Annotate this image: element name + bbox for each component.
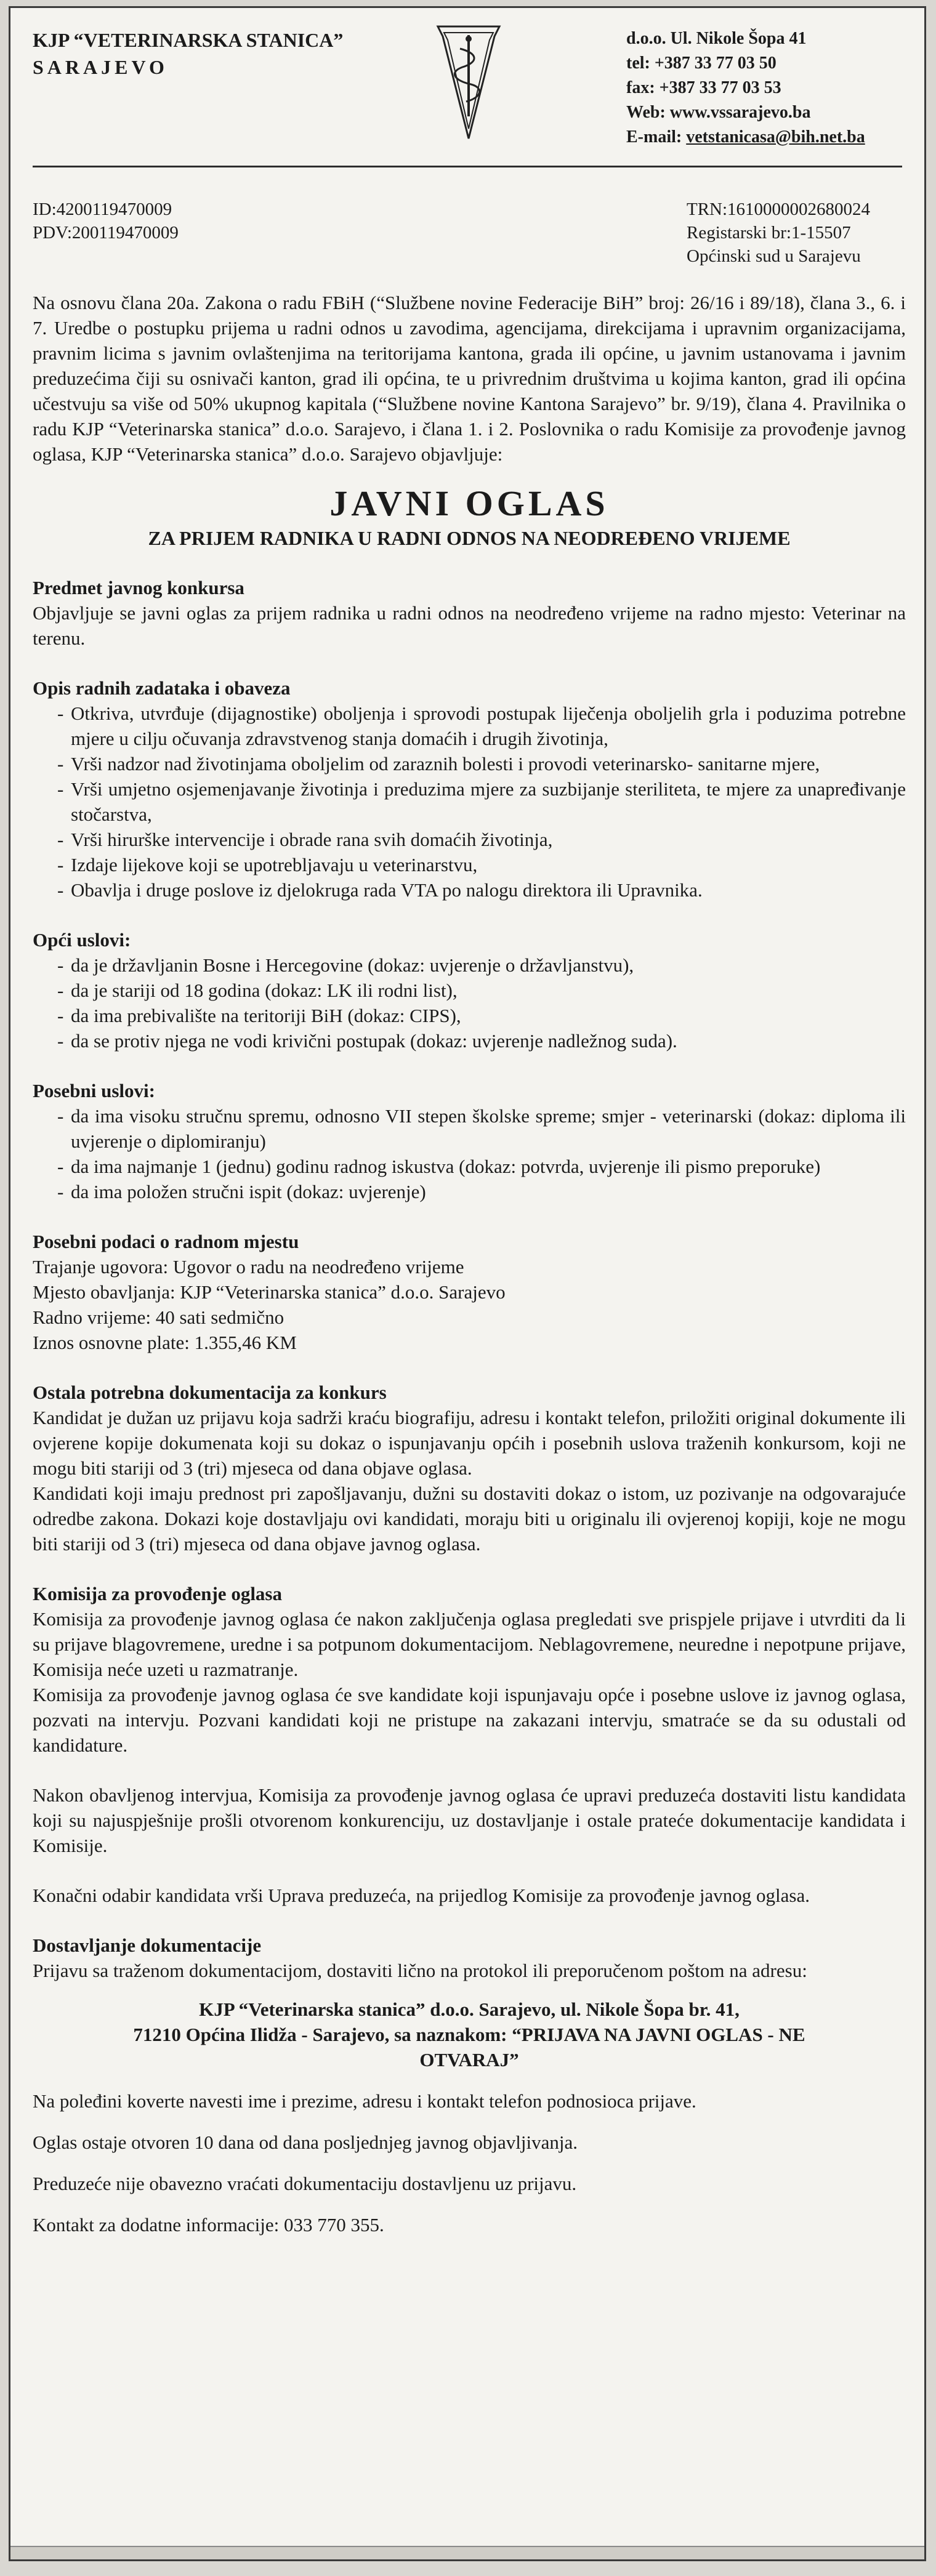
list-item: - da se protiv njega ne vodi krivični postupak (dokaz: uvjerenje nadležnog suda). bbox=[57, 1028, 906, 1053]
contact-block bbox=[626, 26, 865, 150]
trn-number: TRN:1610000002680024 bbox=[687, 199, 871, 219]
email-line bbox=[626, 125, 865, 150]
paragraph: Konačni odabir kandidata vrši Uprava preduzeća, na prijedlog Komisije za provođenje javnog oglasa. bbox=[33, 1885, 810, 1906]
pdv-number: PDV:200119470009 bbox=[33, 223, 179, 243]
company-address: d.o.o. Ul. Nikole Šopa 41 bbox=[626, 29, 807, 48]
paragraph: Kandidati koji imaju prednost pri zapošljavanju, dužni su dostaviti dokaz o istom, uz pozivanje na odgovarajuće odredbe zakona. Dokazi koje dostavljaju ovi kandidati, moraju biti u originalu ili ovjerenoj kopiji, koje ne mogu biti stariji od 3 (tri) mjeseca od dana objave javnog oglasa. bbox=[33, 1483, 906, 1555]
website: Web: www.vssarajevo.ba bbox=[626, 103, 811, 122]
company-name-line1: KJP “VETERINARSKA STANICA” bbox=[33, 29, 344, 51]
work-location: Mjesto obavljanja: KJP “Veterinarska stanica” d.o.o. Sarajevo bbox=[33, 1281, 506, 1303]
section-title: Posebni podaci o radnom mjestu bbox=[33, 1231, 299, 1252]
section-title: Predmet javnog konkursa bbox=[33, 577, 244, 598]
ad-title: JAVNI OGLAS bbox=[329, 483, 609, 523]
fax-number: fax: +387 33 77 03 53 bbox=[626, 78, 781, 97]
section-title: Posebni uslovi: bbox=[33, 1080, 155, 1101]
paragraph: Komisija za provođenje javnog oglasa će sve kandidate koji ispunjavaju opće i posebne uslove iz javnog oglasa, pozvati na intervju. Pozvani kandidati koji ne pristupe na zakazani intervju, smatraće se da su odustali od kandidature. bbox=[33, 1684, 906, 1756]
address-line: KJP “Veterinarska stanica” d.o.o. Sarajevo, ul. Nikole Šopa br. 41, bbox=[199, 1998, 740, 2020]
section-general-requirements bbox=[33, 927, 906, 1053]
list-item: - Otkriva, utvrđuje (dijagnostike) oboljenja i sprovodi postupak liječenja oboljelih grla i poduzima potrebne mjere u cilju očuvanja zdravstvenog stanja domaćih i drugih životinja, bbox=[57, 701, 906, 751]
address-line: 71210 Općina Ilidža - Sarajevo, sa naznakom: “PRIJAVA NA JAVNI OGLAS - NE OTVARAJ” bbox=[133, 2024, 805, 2071]
base-salary: Iznos osnovne plate: 1.355,46 KM bbox=[33, 1332, 297, 1353]
list-item: - Obavlja i druge poslove iz djelokruga rada VTA po nalogu direktora ili Upravnika. bbox=[57, 877, 906, 903]
phone-number: tel: +387 33 77 03 50 bbox=[626, 54, 777, 73]
list-item: - da ima visoku stručnu spremu, odnosno VII stepen školske spreme; smjer - veterinarski (dokaz: diploma ili uvjerenje o diplomiranju) bbox=[57, 1103, 906, 1154]
general-requirements-list bbox=[33, 952, 906, 1053]
contract-duration: Trajanje ugovora: Ugovor o radu na neodređeno vrijeme bbox=[33, 1256, 464, 1278]
list-item: - da je državljanin Bosne i Hercegovine (dokaz: uvjerenje o državljanstvu), bbox=[57, 952, 906, 978]
list-item: - da ima prebivalište na teritoriji BiH (dokaz: CIPS), bbox=[57, 1003, 906, 1028]
page-bottom-strip bbox=[10, 2546, 924, 2559]
company-name-line2: SARAJEVO bbox=[33, 56, 168, 78]
email-label: E-mail: bbox=[626, 127, 687, 147]
newspaper-ad-page bbox=[9, 6, 926, 2561]
letterhead bbox=[10, 8, 924, 193]
list-item: - da ima položen stručni ispit (dokaz: uvjerenje) bbox=[57, 1179, 906, 1204]
paragraph: Komisija za provođenje javnog oglasa će nakon zaključenja oglasa pregledati sve prispjele prijave i utvrditi da li su prijave blagovremene, uredne i sa potpunom dokumentacijom. Neblagovremene, neuredne i nepotpune prijave, Komisija neće uzeti u razmatranje. bbox=[33, 1608, 906, 1680]
section-title: Ostala potrebna dokumentacija za konkurs bbox=[33, 1382, 387, 1403]
section-subject bbox=[33, 575, 906, 651]
email-address: vetstanicasa@bih.net.ba bbox=[686, 127, 865, 147]
list-item: - Vrši hirurške intervencije i obrade rana svih domaćih životinja, bbox=[57, 827, 906, 852]
registration-info bbox=[687, 198, 870, 268]
duties-list bbox=[33, 701, 906, 903]
section-special-requirements bbox=[33, 1078, 906, 1204]
section-documentation bbox=[33, 1380, 906, 1556]
section-text: Objavljuje se javni oglas za prijem radnika u radni odnos na neodređeno vrijeme na radno mjesto: Veterinar na terenu. bbox=[33, 602, 906, 649]
list-item: - da je stariji od 18 godina (dokaz: LK ili rodni list), bbox=[57, 978, 906, 1003]
ad-body bbox=[33, 290, 906, 2237]
section-submission bbox=[33, 1933, 906, 2237]
registry-number: Registarski br:1-15507 bbox=[687, 223, 851, 243]
special-requirements-list bbox=[33, 1103, 906, 1204]
legal-basis-paragraph: Na osnovu člana 20a. Zakona o radu FBiH (“Službene novine Federacije BiH” broj: 26/16 i 89/18), člana 3., 6. i 7. Uredbe o postupku prijema u radni odnos u zavodima, agencijama, direkcijama i upravnim organizacijama, pravnim licima s javnim ovlaštenjima na teritorijama kantona, grada ili općine, u javnim ustanovama i javnim preduzećima čiji su osnivači kanton, grad ili općina, te u privrednim društvima u kojima kanton, grad ili općina učestvuju sa više od 50% ukupnog kapitala (“Službene novine Kantona Sarajevo” br. 9/19), člana 4. Pravilnika o radu KJP “Veterinarska stanica” d.o.o. Sarajevo, i člana 1. i 2. Poslovnika o radu Komisije za provođenje javnog oglasa, KJP “Veterinarska stanica” d.o.o. Sarajevo objavljuje: bbox=[33, 292, 906, 465]
submission-address bbox=[33, 1997, 906, 2072]
paragraph: Na poleđini koverte navesti ime i prezime, adresu i kontakt telefon podnosioca prijave. bbox=[33, 2090, 696, 2112]
section-title: Dostavljanje dokumentacije bbox=[33, 1934, 262, 1956]
ad-subtitle: ZA PRIJEM RADNIKA U RADNI ODNOS NA NEODREĐENO VRIJEME bbox=[148, 527, 791, 549]
paragraph: Oglas ostaje otvoren 10 dana od dana posljednjeg javnog objavljivanja. bbox=[33, 2131, 578, 2153]
paragraph: Prijavu sa traženom dokumentacijom, dostaviti lično na protokol ili preporučenom poštom na adresu: bbox=[33, 1960, 807, 1981]
list-item: - da ima najmanje 1 (jednu) godinu radnog iskustva (dokaz: potvrda, uvjerenje ili pismo preporuke) bbox=[57, 1154, 906, 1179]
paragraph: Nakon obavljenog intervjua, Komisija za provođenje javnog oglasa će upravi preduzeća dostaviti listu kandidata koji su najuspješnije prošli otvorenom konkurenciju, uz dostavljanje i ostale prateće dokumentacije kandidata i Komisije. bbox=[33, 1784, 906, 1856]
list-item: - Vrši umjetno osjemenjavanje životinja i preduzima mjere za suzbijanje steriliteta, te mjere za unapređivanje stočarstva, bbox=[57, 776, 906, 827]
section-title: Opći uslovi: bbox=[33, 929, 131, 951]
section-duties bbox=[33, 675, 906, 903]
working-hours: Radno vrijeme: 40 sati sedmično bbox=[33, 1306, 284, 1328]
court-name: Općinski sud u Sarajevu bbox=[687, 246, 861, 266]
tax-ids bbox=[33, 198, 179, 244]
contact-info: Kontakt za dodatne informacije: 033 770 355. bbox=[33, 2214, 384, 2236]
company-name bbox=[33, 26, 343, 81]
section-title: Opis radnih zadataka i obaveza bbox=[33, 677, 291, 699]
paragraph: Kandidat je dužan uz prijavu koja sadrži kraću biografiju, adresu i kontakt telefon, priložiti original dokumente ili ovjerene kopije dokumenata koji su dokaz o ispunjavanju općih i posebnih uslova traženih konkursom, koji ne mogu biti stariji od 3 (tri) mjeseca od dana objave oglasa. bbox=[33, 1407, 906, 1479]
paragraph: Preduzeće nije obavezno vraćati dokumentaciju dostavljenu uz prijavu. bbox=[33, 2173, 577, 2194]
id-number: ID:4200119470009 bbox=[33, 199, 172, 219]
list-item: - Vrši nadzor nad životinjama oboljelim od zaraznih bolesti i provodi veterinarsko- sanitarne mjere, bbox=[57, 751, 906, 776]
section-title: Komisija za provođenje oglasa bbox=[33, 1583, 282, 1604]
header-divider bbox=[33, 166, 902, 167]
caduceus-emblem-icon bbox=[435, 24, 502, 141]
section-job-details bbox=[33, 1229, 906, 1355]
list-item: - Izdaje lijekove koji se upotrebljavaju u veterinarstvu, bbox=[57, 852, 906, 877]
section-commission bbox=[33, 1581, 906, 1908]
